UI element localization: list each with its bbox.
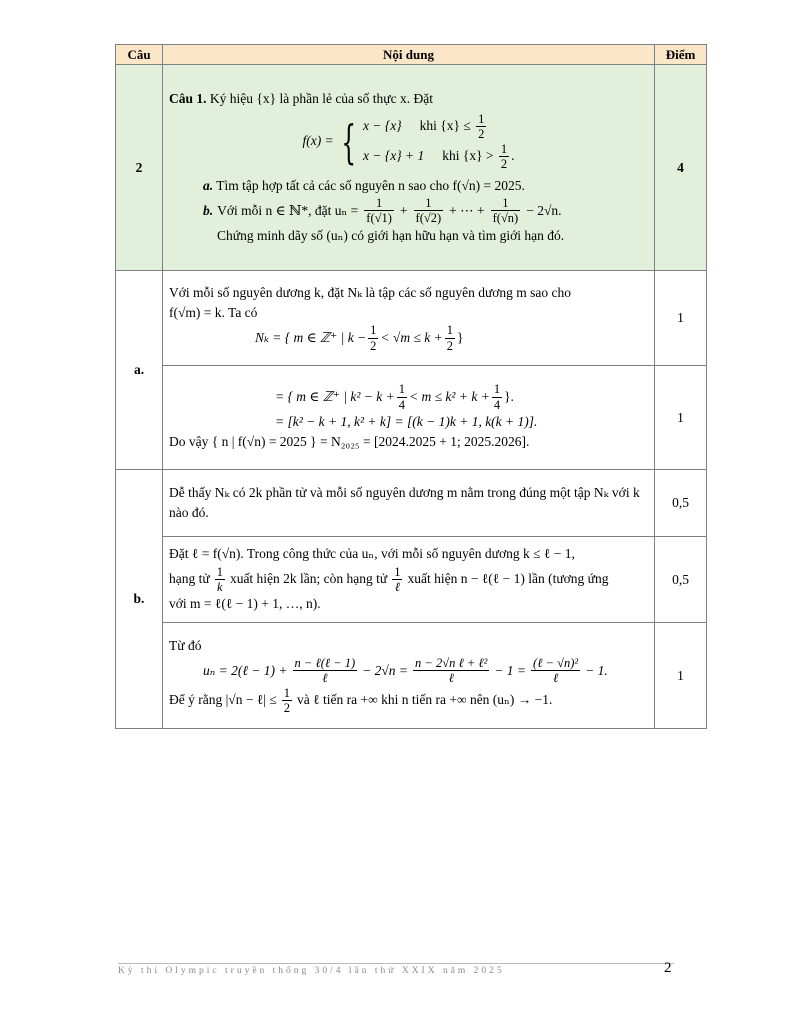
eq-d: − 1. [585,662,608,678]
term-label: hạng tử [169,571,210,587]
set-lhs: Nₖ = { m ∈ ℤ⁺ | k − [255,330,367,346]
part-b-row-2-content [163,537,655,623]
problem-row [116,65,707,271]
footer-rule [118,963,674,964]
note-text-a: Để ý rằng |√n − ℓ| ≤ [169,692,277,708]
set-half-den: 2 [370,338,377,353]
problem-part-a-label: a. [203,177,214,193]
line1-c: }. [504,389,514,405]
header-question: Câu [116,45,163,65]
frac-l-num: 1 [394,564,401,579]
case2-cond: khi {x} > [442,147,494,163]
frac-l-den: ℓ [394,580,400,594]
problem-part-a-text: Tìm tập hợp tất cả các số nguyên n sao cho f(√n) = 2025. [216,177,525,193]
set-end: } [456,330,464,346]
case1-expr: x − {x} [362,118,402,134]
quarter-den: 4 [398,397,406,412]
part-b-row-3-content [163,623,655,729]
part-b-row-3-points: 1 [655,623,707,729]
term-1: f(√1) [366,211,392,226]
un-equation [169,656,648,686]
part-a-interval: = [k² − k + 1, k² + k] = [(k − 1)k + 1, k(k + 1)]. [275,414,538,430]
part-a-row-2 [116,366,707,470]
half-den-2: 2 [500,157,508,171]
note-half-num: 1 [283,685,291,700]
f2-den: ℓ [448,671,454,686]
appears-text-2: xuất hiện n − ℓ(ℓ − 1) lần (tương ứng [407,571,609,587]
part-a-row-1 [116,271,707,366]
footer-text: Kỳ thi Olympic truyền thống 30/4 lần thứ XXIX năm 2025 [118,966,505,976]
case-1 [363,112,515,142]
case2-expr: x − {x} + 1 [362,148,425,164]
part-b-text-2: Đặt ℓ = f(√n). Trong công thức của uₙ, với mỗi số nguyên dương k ≤ ℓ − 1, [169,546,575,562]
appears-text: xuất hiện 2k lần; còn hạng tử [229,571,388,587]
problem-points: 4 [655,65,707,271]
frac-k-num: 1 [216,564,223,579]
f3-den: ℓ [552,671,559,686]
set-mid: < √m ≤ k + [380,330,443,346]
half-den: 2 [478,127,485,141]
table-header-row [116,45,707,65]
f3-num: (ℓ − √n)² [533,655,579,670]
part-a-row-1-points: 1 [655,271,707,366]
half-num-2: 1 [500,141,508,156]
header-content: Nội dung [163,45,655,65]
term-n: f(√n) [492,211,519,226]
case-2: x − {x} + 1 khi {x} > $\frac{1}{2}$ . [362,141,515,171]
problem-intro: Ký hiệu {x} là phần lẻ của số thực x. Đặt [209,91,433,107]
set-half-den-2: 2 [446,338,453,353]
left-brace: { [340,114,356,169]
piecewise-definition [169,112,648,172]
part-b-row-1-content [163,470,655,537]
part-a-text-2: f(√m) = k. Ta có [169,305,258,321]
frac-k-den: k [217,580,223,594]
part-b-row-3 [116,623,707,729]
problem-number: 2 [116,65,163,271]
term-2: f(√2) [415,211,442,226]
problem-content: Câu 1. Ký hiệu {x} là phần lẻ của số thực x. Đặt f(x) = { x − {x} khi {x} ≤ $\frac{1}{2}$ x − {x} + 1 khi {x} > $\frac{1}{2}$ . a. Tìm tập hợp tất cả các số nguyên n sao cho f(√n) = 2025. b. Với mỗi n ∈ ℕ*, đặt uₙ = $\frac{1}{f(√1)}$ + $\frac{1}{f(√2)}$ + ⋯ + $\frac{1}{f(√n)}$ − 2√n. Chứng minh dãy số (uₙ) có giới hạn hữu hạn và tìm giới hạn đó. [163,65,655,271]
quarter-num-2: 1 [493,382,501,397]
part-b-row-2 [116,537,707,623]
eq-a: uₙ = 2(ℓ − 1) + [203,662,288,678]
part-b-row-1 [116,470,707,537]
part-a-row-2-points: 1 [655,366,707,470]
note-text-b: và ℓ tiến ra +∞ khi n tiến ra +∞ nên (uₙ) → −1. [297,692,553,708]
header-points: Điểm [655,45,707,65]
def-lhs: f(x) = [302,133,334,149]
problem-title: Câu 1. [169,91,207,107]
f2-num: n − 2√n ℓ + ℓ² [415,655,488,670]
therefore-text: Từ đó [169,637,202,653]
part-b-row-1-points: 0,5 [655,470,707,537]
line1-b: < m ≤ k² + k + [409,389,490,405]
case1-cond: khi {x} ≤ [419,117,471,133]
part-b-text-3: với m = ℓ(ℓ − 1) + 1, …, n). [169,596,321,612]
part-a-label: a. [116,271,163,470]
part-b-tail: − 2√n. [526,202,562,218]
quarter-den-2: 4 [493,397,501,412]
part-a-text-1: Với mỗi số nguyên dương k, đặt Nₖ là tập các số nguyên dương m sao cho [169,284,572,300]
line1-a: = { m ∈ ℤ⁺ | k² − k + [275,389,395,405]
answer-table [115,44,707,729]
f1-den: ℓ [322,671,328,686]
page-number: 2 [664,960,672,976]
eq-b: − 2√n = [362,662,409,678]
part-b-text-1: Dễ thấy Nₖ có 2k phần tử và mỗi số nguyên dương m nằm trong đúng một tập Nₖ với k nào đó. [169,484,640,520]
quarter-num: 1 [398,382,406,397]
problem-prove: Chứng minh dãy số (uₙ) có giới hạn hữu hạn và tìm giới hạn đó. [217,227,565,243]
set-half-num: 1 [370,323,377,338]
half-num: 1 [478,111,485,126]
nk-set-definition [169,323,648,353]
note-half-den: 2 [283,701,291,715]
part-b-row-2-points: 0,5 [655,537,707,623]
part-a-row-2-content [163,366,655,470]
part-a-row-1-content [163,271,655,366]
set-half-num-2: 1 [446,323,453,338]
part-b-label: b. [116,470,163,729]
eq-c: − 1 = [494,662,527,678]
problem-part-b-label: b. [203,202,214,218]
f1-num: n − ℓ(ℓ − 1) [294,655,356,670]
part-a-conclusion: Do vậy { n | f(√n) = 2025 } = N₂₀₂₅ = [2024.2025 + 1; 2025.2026]. [169,434,530,450]
problem-part-b-text: Với mỗi n ∈ ℕ*, đặt uₙ = [217,202,359,218]
